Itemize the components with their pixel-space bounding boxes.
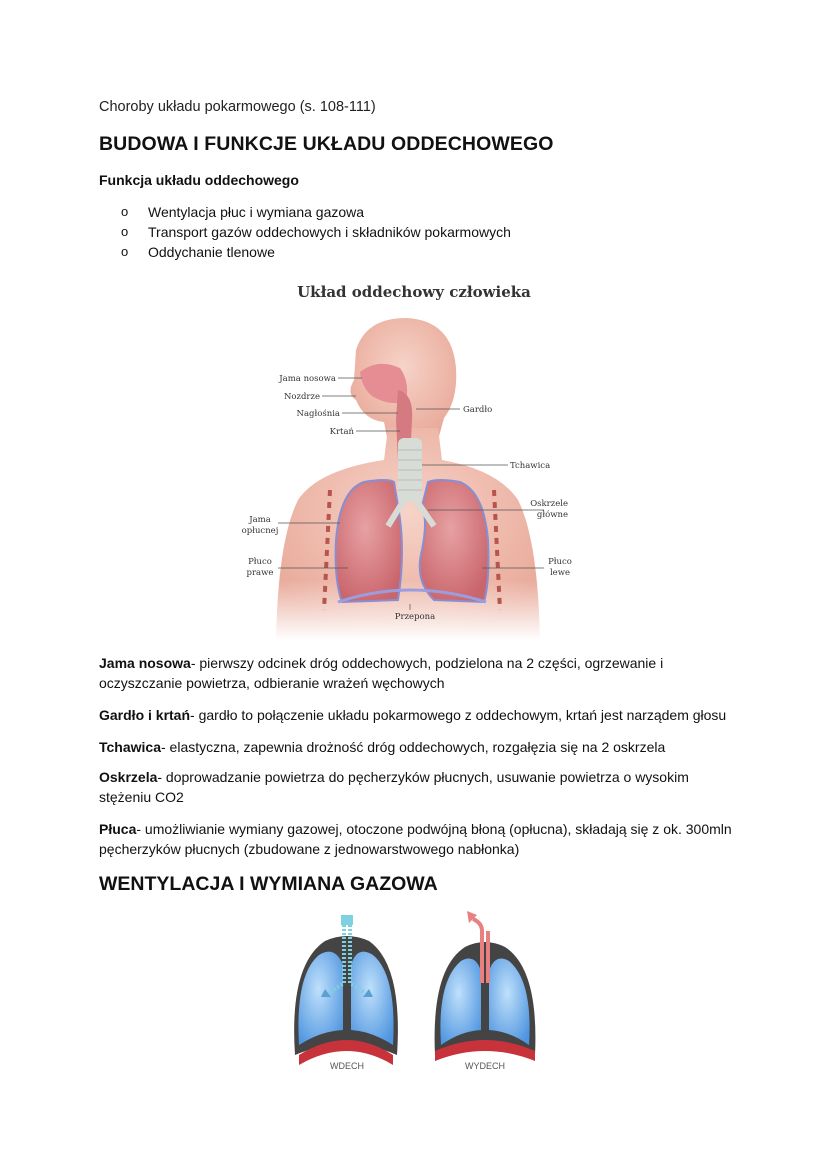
label-left-lung-1: Płuco (548, 557, 572, 567)
label-right-lung-2: prawe (246, 568, 274, 578)
ventilation-illustration (285, 905, 545, 1080)
document-subtitle: Choroby układu pokarmowego (s. 108-111) (99, 99, 376, 115)
description-lungs (99, 819, 739, 859)
label-left-lung-2: lewe (549, 568, 571, 578)
label-right-lung-1: Płuco (248, 557, 272, 567)
label-pharynx: Gardło (463, 405, 493, 415)
respiratory-system-illustration (238, 310, 578, 640)
section-heading: WENTYLACJA I WYMIANA GAZOWA (99, 873, 438, 895)
definition: - gardło to połączenie układu pokarmowego z oddechowym, krtań jest narządem głosu (190, 707, 727, 723)
label-bronchi-2: główne (536, 510, 568, 520)
main-heading: BUDOWA I FUNKCJE UKŁADU ODDECHOWEGO (99, 133, 554, 155)
description-pharynx-larynx (99, 705, 739, 725)
functions-heading: Funkcja układu oddechowego (99, 172, 299, 188)
trachea (398, 438, 422, 502)
functions-list (121, 202, 511, 262)
label-pleural-2: opłucnej (241, 526, 279, 536)
exhale-lungs (435, 911, 536, 1061)
term: Płuca (99, 821, 137, 837)
list-item: o Oddychanie tlenowe (121, 242, 511, 262)
right-lung (336, 480, 402, 602)
list-item: o Wentylacja płuc i wymiana gazowa (121, 202, 511, 222)
term: Tchawica (99, 739, 161, 755)
label-larynx: Krtań (329, 427, 354, 437)
definition: - umożliwianie wymiany gazowej, otoczone podwójną błoną (opłucna), składają się z ok. 300mln pęcherzyków płucnych (zbudowane z jednowarstwowego nabłonka) (99, 821, 732, 857)
inhale-label: WDECH (330, 1061, 364, 1071)
label-bronchi-1: Oskrzele (530, 499, 568, 509)
term: Oskrzela (99, 769, 158, 785)
description-nasal-cavity (99, 653, 739, 693)
term: Gardło i krtań (99, 707, 191, 723)
left-lung (420, 480, 489, 602)
definition: - pierwszy odcinek dróg oddechowych, podzielona na 2 części, ogrzewanie i oczyszczanie powietrza, odbieranie wrażeń węchowych (99, 655, 664, 691)
figure-title: Układ oddechowy człowieka (297, 283, 531, 301)
label-trachea: Tchawica (510, 461, 551, 471)
exhale-label: WYDECH (465, 1061, 505, 1071)
label-nostril: Nozdrze (283, 392, 320, 402)
description-bronchi (99, 767, 739, 807)
definition: - elastyczna, zapewnia drożność dróg oddechowych, rozgałęzia się na 2 oskrzela (161, 739, 666, 755)
label-epiglottis: Nagłośnia (296, 409, 340, 419)
label-nasal-cavity: Jama nosowa (279, 374, 336, 384)
list-item: o Transport gazów oddechowych i składników pokarmowych (121, 222, 511, 242)
description-trachea (99, 737, 739, 757)
term: Jama nosowa (99, 655, 191, 671)
definition: - doprowadzanie powietrza do pęcherzyków płucnych, usuwanie powietrza o wysokim stężeniu CO2 (99, 769, 689, 805)
inhale-lungs (294, 915, 398, 1065)
label-pleural-1: Jama (249, 515, 271, 525)
label-diaphragm: Przepona (394, 612, 436, 622)
